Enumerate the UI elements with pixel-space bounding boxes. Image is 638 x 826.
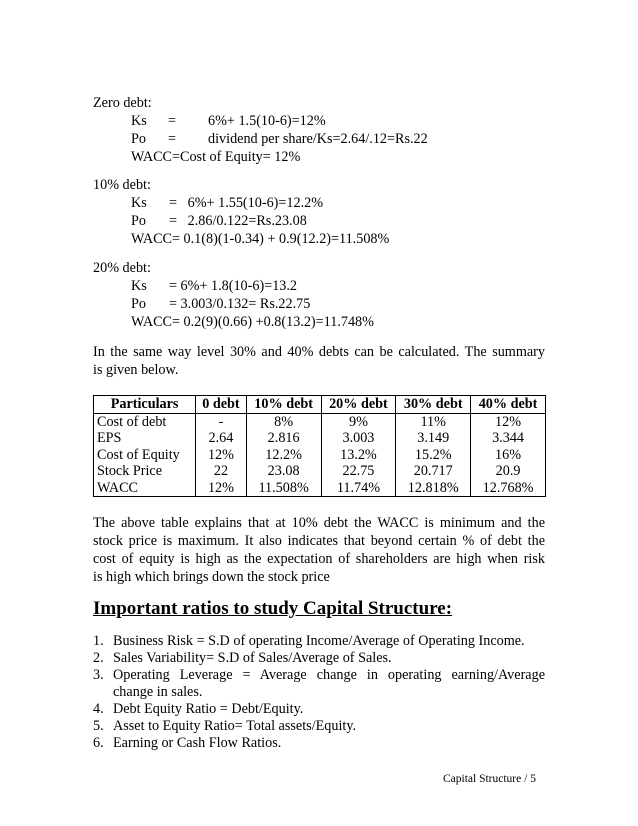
paragraph-line: cost of equity is high as the expectation of shareholders are high when risk — [93, 551, 545, 567]
list-item-text: Sales Variability= S.D of Sales/Average of Sales. — [113, 650, 392, 666]
table-cell: 12% — [196, 480, 247, 497]
po-label: Po — [131, 213, 146, 229]
table-cell: 13.2% — [321, 447, 396, 464]
row-label: Cost of Equity — [94, 447, 196, 464]
list-number: 1. — [93, 633, 104, 649]
table-cell: 20.9 — [471, 463, 546, 480]
table-cell: 11% — [396, 413, 471, 430]
list-item — [93, 701, 545, 718]
list-item — [93, 650, 545, 667]
list-item-text: Earning or Cash Flow Ratios. — [113, 735, 282, 751]
column-header: 30% debt — [396, 396, 471, 414]
table-cell: 12% — [196, 447, 247, 464]
ks-label: Ks — [131, 278, 147, 294]
po-value: dividend per share/Ks=2.64/.12=Rs.22 — [208, 131, 428, 147]
list-item — [93, 735, 545, 752]
table-cell: 11.74% — [321, 480, 396, 497]
table-row — [94, 480, 546, 497]
ks-value: 6%+ 1.5(10-6)=12% — [208, 113, 326, 129]
table-cell: 12.768% — [471, 480, 546, 497]
table-cell: 3.344 — [471, 430, 546, 447]
table-header-row — [94, 396, 546, 414]
ks-label: Ks — [131, 113, 147, 129]
column-header: 0 debt — [196, 396, 247, 414]
paragraph-line: The above table explains that at 10% debt the WACC is minimum and the — [93, 515, 545, 531]
list-item — [93, 633, 545, 650]
table-cell: 16% — [471, 447, 546, 464]
zero-debt-title: Zero debt: — [93, 95, 152, 111]
table-cell: 22.75 — [321, 463, 396, 480]
row-label: WACC — [94, 480, 196, 497]
table-cell: 3.003 — [321, 430, 396, 447]
summary-intro — [93, 343, 545, 379]
list-item-text: Debt Equity Ratio = Debt/Equity. — [113, 701, 304, 717]
table-cell: 8% — [246, 413, 321, 430]
table-cell: 12.818% — [396, 480, 471, 497]
list-item — [93, 718, 545, 735]
summary-intro-line: In the same way level 30% and 40% debts can be calculated. The summary — [93, 344, 545, 360]
table-cell: 11.508% — [246, 480, 321, 497]
po-value: = 3.003/0.132= Rs.22.75 — [169, 296, 311, 312]
ks-label: Ks — [131, 195, 147, 211]
table-cell: 22 — [196, 463, 247, 480]
column-header: 20% debt — [321, 396, 396, 414]
column-header: Particulars — [94, 396, 196, 414]
column-header: 40% debt — [471, 396, 546, 414]
table-row — [94, 463, 546, 480]
paragraph-line: stock price is maximum. It also indicates that beyond certain % of debt the — [93, 533, 545, 549]
section-heading: Important ratios to study Capital Structure: — [93, 598, 453, 619]
table-cell: 9% — [321, 413, 396, 430]
list-item-text: Operating Leverage = Average change in operating earning/Average — [113, 667, 545, 683]
table-row — [94, 413, 546, 430]
table-cell: 20.717 — [396, 463, 471, 480]
summary-table — [93, 395, 546, 497]
ten-debt-wacc: WACC= 0.1(8)(1-0.34) + 0.9(12.2)=11.508% — [131, 231, 390, 247]
row-label: Cost of debt — [94, 413, 196, 430]
summary-intro-line: is given below. — [93, 362, 179, 378]
table-cell: 2.816 — [246, 430, 321, 447]
table-cell: 15.2% — [396, 447, 471, 464]
equals-sign: = — [168, 113, 177, 129]
equals-sign: = — [168, 131, 177, 147]
twenty-debt-wacc: WACC= 0.2(9)(0.66) +0.8(13.2)=11.748% — [131, 314, 374, 330]
table-row — [94, 447, 546, 464]
list-item-text: Business Risk = S.D of operating Income/Average of Operating Income. — [113, 633, 525, 649]
ks-value: = 6%+ 1.55(10-6)=12.2% — [169, 195, 324, 211]
row-label: Stock Price — [94, 463, 196, 480]
page-footer: Capital Structure / 5 — [443, 773, 536, 785]
ks-value: = 6%+ 1.8(10-6)=13.2 — [169, 278, 298, 294]
list-number: 6. — [93, 735, 104, 751]
table-cell: 2.64 — [196, 430, 247, 447]
column-header: 10% debt — [246, 396, 321, 414]
list-number: 2. — [93, 650, 104, 666]
list-number: 4. — [93, 701, 104, 717]
list-number: 3. — [93, 667, 104, 683]
table-cell: 3.149 — [396, 430, 471, 447]
ten-debt-title: 10% debt: — [93, 177, 151, 193]
list-item-text: change in sales. — [113, 684, 203, 700]
paragraph-line: is high which brings down the stock price — [93, 569, 330, 585]
po-label: Po — [131, 131, 146, 147]
table-cell: 23.08 — [246, 463, 321, 480]
list-number: 5. — [93, 718, 104, 734]
table-cell: 12% — [471, 413, 546, 430]
twenty-debt-title: 20% debt: — [93, 260, 151, 276]
explanation-paragraph — [93, 514, 545, 586]
table-cell: - — [196, 413, 247, 430]
list-item-text: Asset to Equity Ratio= Total assets/Equity. — [113, 718, 357, 734]
zero-debt-wacc: WACC=Cost of Equity= 12% — [131, 149, 301, 165]
table-cell: 12.2% — [246, 447, 321, 464]
po-value: = 2.86/0.122=Rs.23.08 — [169, 213, 307, 229]
table-row — [94, 430, 546, 447]
ratios-list — [93, 633, 545, 752]
row-label: EPS — [94, 430, 196, 447]
po-label: Po — [131, 296, 146, 312]
list-item — [93, 667, 545, 701]
